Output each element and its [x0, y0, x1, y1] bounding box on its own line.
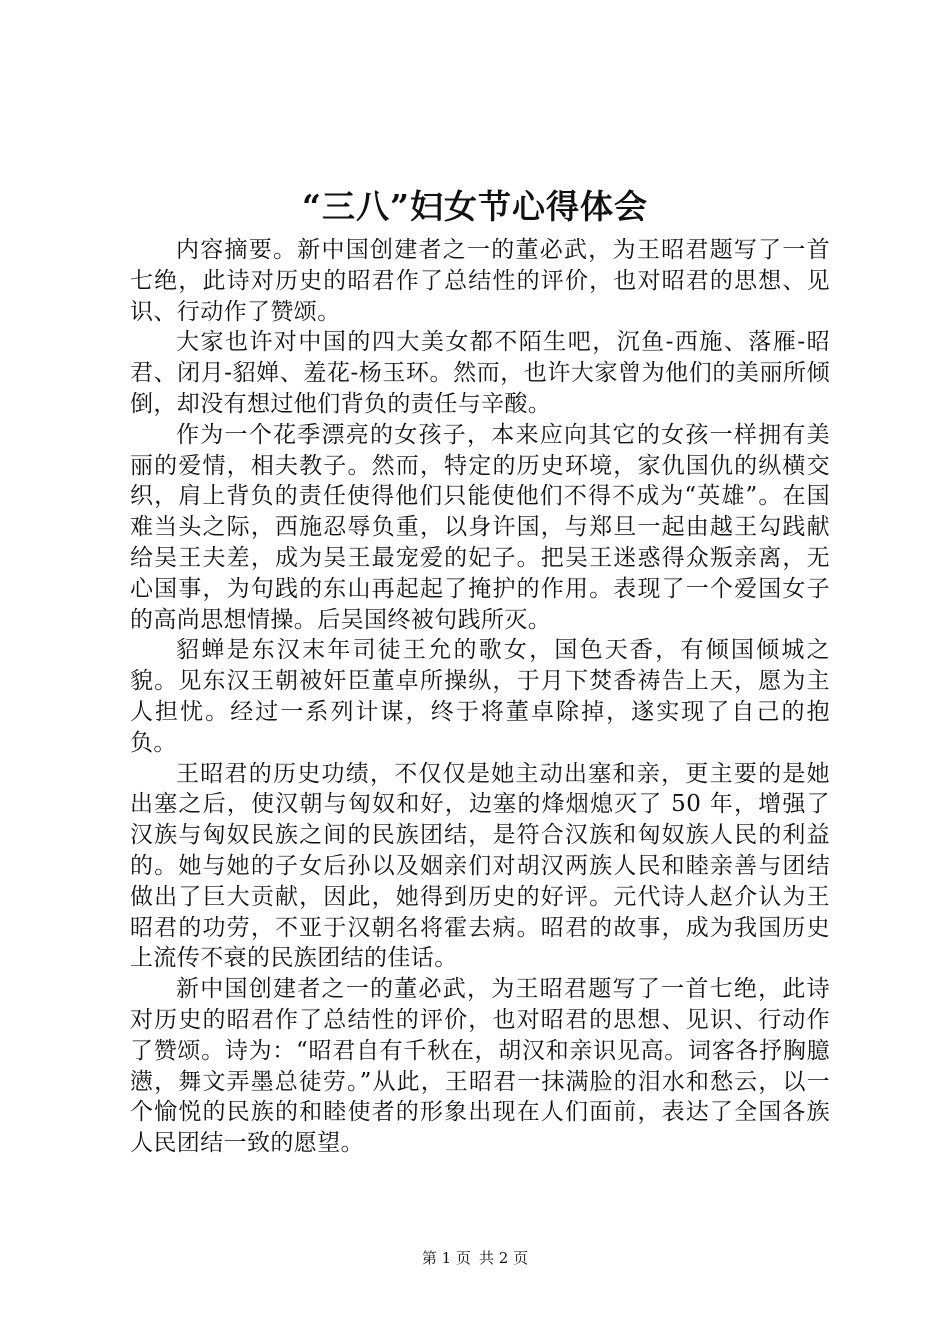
paragraph-wang-zhaojun: 王昭君的历史功绩，不仅仅是她主动出塞和亲，更主要的是她出塞之后，使汉朝与匈奴和好，边塞的烽烟熄灭了 50 年，增强了汉族与匈奴民族之间的民族团结，是符合汉族和匈奴族人民的利益的。她与她的子女后孙以及姻亲们对胡汉两族人民和睦亲善与团结做出了巨大贡献，因此，她得到历史的好评。元代诗人赵介认为王昭君的功劳，不亚于汉朝名将霍去病。昭君的故事，成为我国历史上流传不衰的民族团结的佳话。: [130, 760, 830, 972]
page-total: 共 2 页: [479, 1249, 529, 1267]
paragraph-dong-biwu-poem: 新中国创建者之一的董必武，为王昭君题写了一首七绝，此诗对历史的昭君作了总结性的评价，也对昭君的思想、见识、行动作了赞颂。诗为：“昭君自有千秋在，胡汉和亲识见高。词客各抒胸臆懑，舞文弄墨总徒劳。”从此，王昭君一抹满脸的泪水和愁云，以一个愉悦的民族的和睦使者的形象出现在人们面前，表达了全国各族人民团结一致的愿望。: [130, 976, 830, 1157]
page-number: 第 1 页: [421, 1249, 471, 1267]
paragraph-diaochan: 貂蝉是东汉末年司徒王允的歌女，国色天香，有倾国倾城之貌。见东汉王朝被奸臣董卓所操纵，于月下焚香祷告上天，愿为主人担忧。经过一系列计谋，终于将董卓除掉，遂实现了自己的抱负。: [130, 637, 830, 756]
page-footer: [0, 1248, 950, 1268]
document-body: [130, 235, 830, 1159]
paragraph-summary: 内容摘要。新中国创建者之一的董必武，为王昭君题写了一首七绝，此诗对历史的昭君作了总结性的评价，也对昭君的思想、见识、行动作了赞颂。: [130, 237, 830, 325]
document-title: “三八”妇女节心得体会: [302, 187, 648, 226]
paragraph-four-beauties: 大家也许对中国的四大美女都不陌生吧，沉鱼-西施、落雁-昭君、闭月-貂婵、羞花-杨玉环。然而，也许大家曾为他们的美丽所倾倒，却没有想过他们背负的责任与辛酸。: [130, 329, 830, 417]
paragraph-xishi: 作为一个花季漂亮的女孩子，本来应向其它的女孩一样拥有美丽的爱情，相夫教子。然而，特定的历史环境，家仇国仇的纵横交织，肩上背负的责任使得他们只能使他们不得不成为“英雄”。在国难当头之际，西施忍辱负重，以身许国，与郑旦一起由越王勾践献给吴王夫差，成为吴王最宠爱的妃子。把吴王迷惑得众叛亲离，无心国事，为句践的东山再起起了掩护的作用。表现了一个爱国女子的高尚思想情操。后吴国终被句践所灭。: [130, 421, 830, 633]
